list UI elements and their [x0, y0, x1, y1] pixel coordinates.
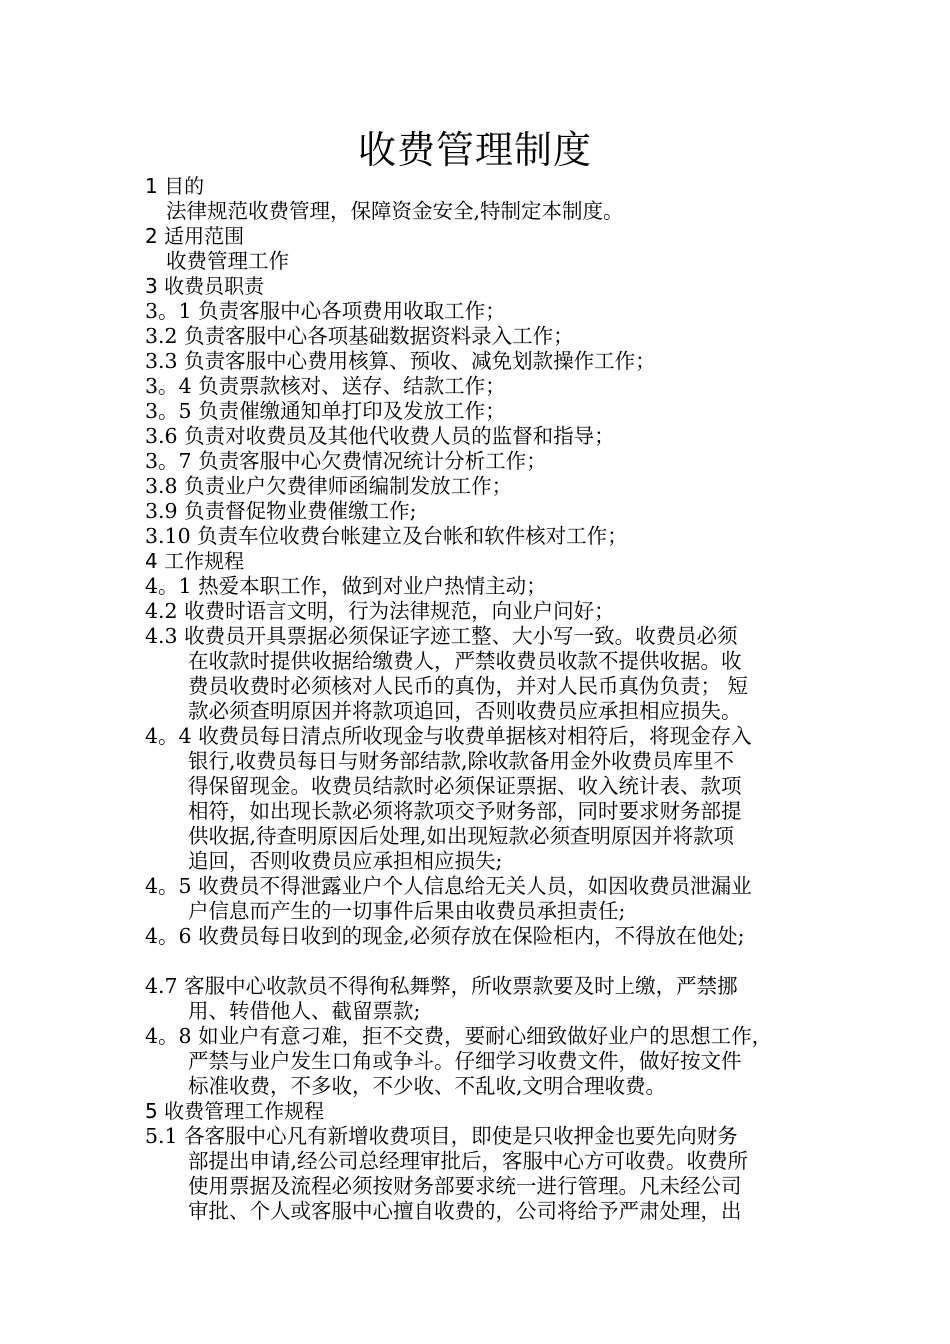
procedure-line: 5.1 各客服中心凡有新增收费项目，即使是只收押金也要先向财务: [145, 1124, 738, 1148]
procedure-line: 部提出申请,经公司总经理审批后，客服中心方可收费。收费所: [188, 1149, 749, 1173]
duty-item: 3。1 负责客服中心各项费用收取工作；: [145, 299, 506, 323]
rule-line: 户信息而产生的一切事件后果由收费员承担责任;: [188, 899, 626, 923]
rule-line: 在收款时提供收据给缴费人，严禁收费员收款不提供收据。收: [188, 649, 742, 673]
rule-line: 4。5 收费员不得泄露业户个人信息给无关人员，如因收费员泄漏业: [145, 874, 752, 898]
procedure-line: 使用票据及流程必须按财务部要求统一进行管理。凡未经公司: [188, 1174, 742, 1198]
duty-item: 3.6 负责对收费员及其他代收费人员的监督和指导；: [145, 424, 615, 448]
section-heading-5: 5 收费管理工作规程: [145, 1099, 325, 1123]
section-heading-3: 3 收费员职责: [145, 274, 265, 298]
rule-line: 追回，否则收费员应承担相应损失;: [188, 849, 503, 873]
rule-line: 标准收费，不多收，不少收、不乱收,文明合理收费。: [188, 1074, 667, 1098]
procedure-line: 审批、个人或客服中心擅自收费的，公司将给予严肃处理，出: [188, 1199, 742, 1223]
duty-item: 3.3 负责客服中心费用核算、预收、减免划款操作工作；: [145, 349, 656, 373]
rule-line: 供收据,待查明原因后处理,如出现短款必须查明原因并将款项: [188, 824, 735, 848]
rule-line: 4.7 客服中心收款员不得徇私舞弊，所收票款要及时上缴，严禁挪: [145, 974, 738, 998]
duty-item: 3。4 负责票款核对、送存、结款工作；: [145, 374, 506, 398]
rule-line: 4。8 如业户有意刁难，拒不交费，要耐心细致做好业户的思想工作，: [145, 1024, 773, 1048]
section-heading-2: 2 适用范围: [145, 224, 245, 248]
duty-item: 3。7 负责客服中心欠费情况统计分析工作；: [145, 449, 547, 473]
rule-line: 银行,收费员每日与财务部结款,除收款备用金外收费员库里不: [188, 749, 735, 773]
section-heading-4: 4 工作规程: [145, 549, 245, 573]
duty-item: 3.9 负责督促物业费催缴工作;: [145, 499, 417, 523]
rule-line: 4.2 收费时语言文明，行为法律规范，向业户问好；: [145, 599, 615, 623]
duty-item: 3。5 负责催缴通知单打印及发放工作；: [145, 399, 506, 423]
rule-line: 款必须查明原因并将款项追回，否则收费员应承担相应损失。: [188, 699, 742, 723]
rule-line: 4。1 热爱本职工作，做到对业户热情主动；: [145, 574, 547, 598]
rule-line: 相符，如出现长款必须将款项交予财务部，同时要求财务部提: [188, 799, 742, 823]
rule-line: 费员收费时必须核对人民币的真伪，并对人民币真伪负责； 短: [188, 674, 749, 698]
rule-line: 得保留现金。收费员结款时必须保证票据、收入统计表、款项: [188, 774, 742, 798]
section-body-2: 收费管理工作: [166, 249, 289, 273]
duty-item: 3.2 负责客服中心各项基础数据资料录入工作；: [145, 324, 574, 348]
rule-line: 4.3 收费员开具票据必须保证字迹工整、大小写一致。收费员必须: [145, 624, 738, 648]
rule-line: 4。6 收费员每日收到的现金,必须存放在保险柜内，不得放在他处;: [145, 924, 745, 948]
rule-line: 用、转借他人、截留票款;: [188, 999, 421, 1023]
duty-item: 3.10 负责车位收费台帐建立及台帐和软件核对工作；: [145, 524, 628, 548]
rule-line: 4。4 收费员每日清点所收现金与收费单据核对相符后，将现金存入: [145, 724, 752, 748]
rule-line: 严禁与业户发生口角或争斗。仔细学习收费文件，做好按文件: [188, 1049, 742, 1073]
document-title: 收费管理制度: [357, 128, 592, 172]
section-heading-1: 1 目的: [145, 174, 205, 198]
duty-item: 3.8 负责业户欠费律师函编制发放工作；: [145, 474, 513, 498]
section-body-1: 法律规范收费管理，保障资金安全,特制定本制度。: [166, 199, 624, 223]
